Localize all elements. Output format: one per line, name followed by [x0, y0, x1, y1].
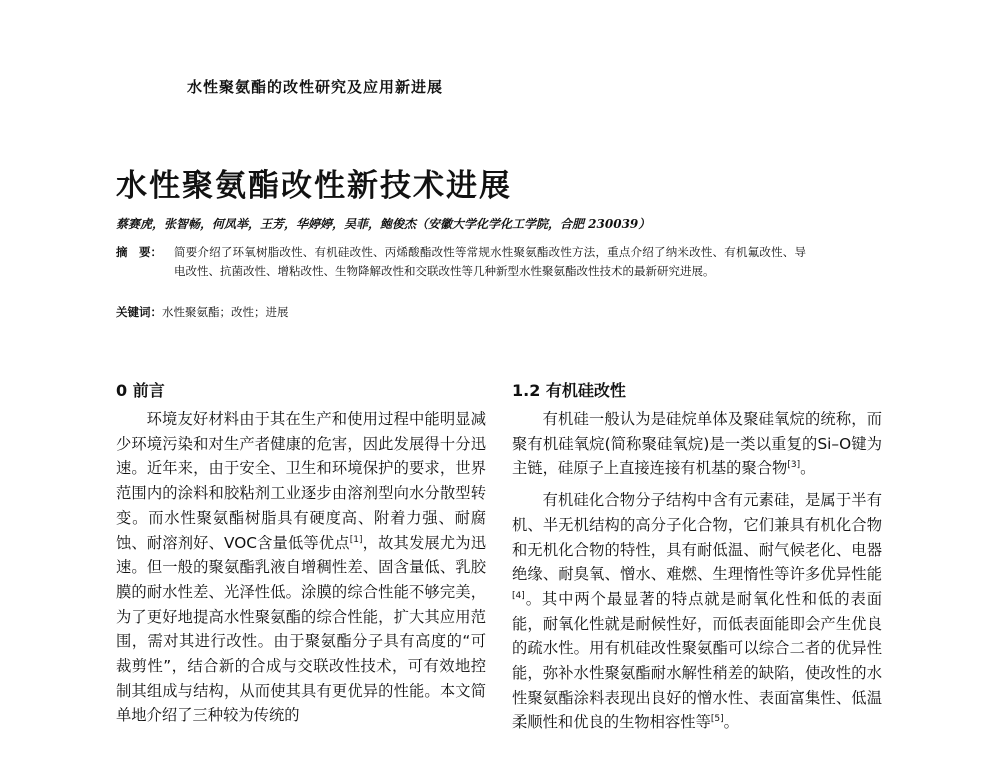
abstract-label: 摘 要：: [116, 245, 162, 259]
paragraph-text: ，故其发展尤为迅速。但一般的聚氨酯乳液自增稠性差、固含量低、乳胶膜的耐水性差、光泽性低。涂膜的综合性能不够完美，为了更好地提高水性聚氨酯的综合性能，扩大其应用范围，需对其进行改性。由于聚氨酯分子具有高度的“可裁剪性”，结合新的合成与交联改性技术，可有效地控制其组成与结构，从而使其具有更优异的性能。本文简单地介绍了三种较为传统的: [116, 533, 486, 725]
paragraph-text: 。其中两个最显著的特点就是耐氧化性和低的表面能，耐氧化性就是耐候性好，而低表面能即会产生优良的疏水性。用有机硅改性聚氨酯可以综合二者的优异性能，弥补水性聚氨酯耐水解性稍差的缺陷，使改性的水性聚氨酯涂料表现出良好的憎水性、表面富集性、低温柔顺性和优良的生物相容性等: [512, 589, 882, 732]
keywords-label: 关键词：: [116, 305, 162, 319]
paragraph-text: 。: [800, 459, 816, 478]
paragraph-text: 有机硅化合物分子结构中含有元素硅，是属于半有机、半无机结构的高分子化合物，它们兼具有机化合物和无机化合物的特性，具有耐低温、耐气候老化、电器绝缘、耐臭氧、憎水、难燃、生理惰性等许多优异性能: [512, 491, 882, 584]
paragraph: [512, 488, 882, 735]
abstract: [116, 243, 806, 281]
authors-affiliation: 蔡赛虎，张智畅，何凤举，王芳，华婷婷，吴菲，鲍俊杰（安徽大学化学化工学院，合肥 230039）: [116, 217, 651, 231]
paragraph-text: 有机硅一般认为是硅烷单体及聚硅氧烷的统称，而聚有机硅氧烷(简称聚硅氧烷)是一类以重复的Si–O键为主链，硅原子上直接连接有机基的聚合物: [512, 410, 882, 478]
abstract-text: 简要介绍了环氧树脂改性、有机硅改性、丙烯酸酯改性等常规水性聚氨酯改性方法，重点介绍了纳米改性、有机氟改性、导电改性、抗菌改性、增粘改性、生物降解改性和交联改性等几种新型水性聚氨酯改性技术的最新研究进展。: [174, 245, 806, 278]
citation: [1]: [349, 534, 363, 545]
citation: [5]: [710, 714, 724, 725]
citation: [3]: [787, 460, 801, 471]
keywords-text: 水性聚氨酯；改性；进展: [162, 305, 289, 319]
section-heading-silicone: 1.2 有机硅改性: [512, 381, 626, 400]
left-column: [116, 378, 486, 728]
paragraph: [512, 407, 882, 481]
section-heading-introduction: 0 前言: [116, 381, 165, 400]
keywords: [116, 304, 289, 320]
paragraph: [116, 407, 486, 728]
paragraph-text: 环境友好材料由于其在生产和使用过程中能明显减少环境污染和对生产者健康的危害，因此发展得十分迅速。近年来，由于安全、卫生和环境保护的要求，世界范围内的涂料和胶粘剂工业逐步由溶剂型向水分散型转变。而水性聚氨酯树脂具有硬度高、附着力强、耐腐蚀、耐溶剂好、VOC含量低等优点: [116, 410, 486, 552]
running-header: 水性聚氨酯的改性研究及应用新进展: [187, 78, 444, 96]
citation: [4]: [512, 590, 525, 601]
paper-title: 水性聚氨酯改性新技术进展: [116, 168, 512, 204]
right-column: [512, 378, 882, 735]
paragraph-text: 。: [723, 713, 739, 732]
